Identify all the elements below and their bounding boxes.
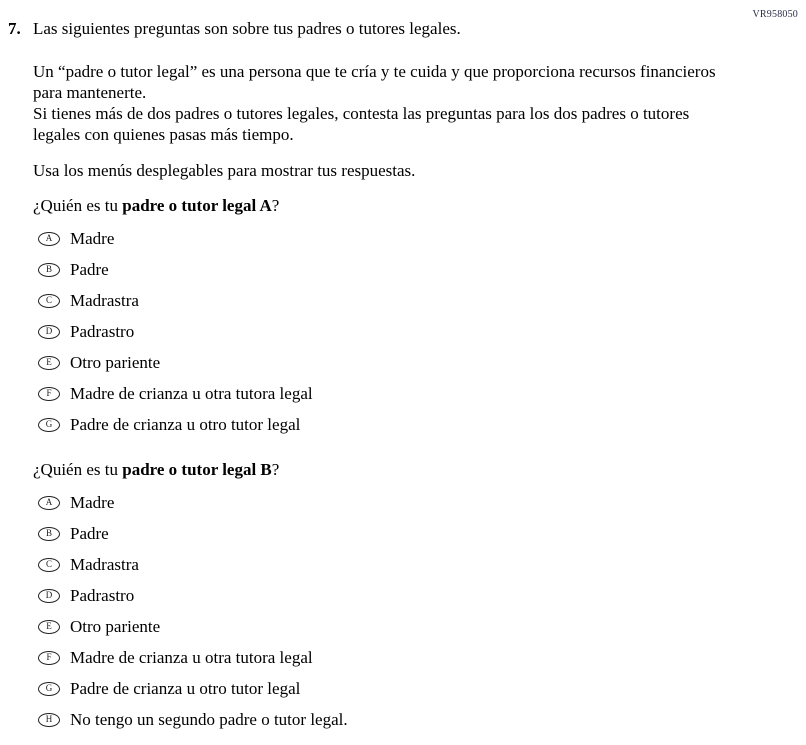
option-row[interactable]: [38, 384, 766, 403]
option-bubble[interactable]: B: [38, 527, 60, 541]
subquestion-b-options: [33, 493, 766, 729]
option-bubble[interactable]: C: [38, 294, 60, 308]
condition-text: Si tienes más de dos padres o tutores legales, contesta las preguntas para los dos padres o tutores legales con quienes pasas más tiempo.: [33, 104, 690, 144]
option-bubble[interactable]: F: [38, 651, 60, 665]
option-row[interactable]: [38, 679, 766, 698]
subquestion-b-heading: [33, 459, 766, 480]
option-bubble[interactable]: G: [38, 682, 60, 696]
option-label: Madrastra: [70, 555, 139, 574]
question-number: 7.: [8, 19, 21, 38]
option-row[interactable]: [38, 493, 766, 512]
option-row[interactable]: [38, 415, 766, 434]
option-row[interactable]: [38, 291, 766, 310]
option-label: Madre de crianza u otra tutora legal: [70, 384, 313, 403]
option-bubble[interactable]: E: [38, 620, 60, 634]
option-row[interactable]: [38, 524, 766, 543]
option-row[interactable]: [38, 648, 766, 667]
definition-paragraph: [33, 61, 731, 145]
option-row[interactable]: [38, 322, 766, 341]
option-bubble[interactable]: A: [38, 496, 60, 510]
option-row[interactable]: [38, 260, 766, 279]
option-bubble[interactable]: A: [38, 232, 60, 246]
option-bubble[interactable]: E: [38, 356, 60, 370]
option-row[interactable]: [38, 617, 766, 636]
subquestion-b-prefix: ¿Quién es tu: [33, 460, 123, 479]
form-code: VR958050: [752, 9, 798, 20]
subquestion-a-heading: [33, 195, 766, 216]
option-label: Padre: [70, 524, 109, 543]
option-bubble[interactable]: G: [38, 418, 60, 432]
subquestion-a-options: [33, 229, 766, 434]
definition-text: Un “padre o tutor legal” es una persona que te cría y te cuida y que proporciona recursos financieros para mantenerte.: [33, 62, 716, 102]
option-row[interactable]: [38, 353, 766, 372]
subquestion-a-prefix: ¿Quién es tu: [33, 196, 123, 215]
option-label: Padre: [70, 260, 109, 279]
subquestion-b-bold: padre o tutor legal B: [122, 460, 272, 479]
option-row[interactable]: [38, 229, 766, 248]
option-label: Padrastro: [70, 322, 135, 341]
subquestion-a-suffix: ?: [271, 196, 280, 215]
option-bubble[interactable]: F: [38, 387, 60, 401]
option-row[interactable]: [38, 586, 766, 605]
option-label: Madre de crianza u otra tutora legal: [70, 648, 313, 667]
option-bubble[interactable]: D: [38, 325, 60, 339]
option-label: Otro pariente: [70, 353, 161, 372]
subquestion-a-bold: padre o tutor legal A: [122, 196, 272, 215]
option-label: Padre de crianza u otro tutor legal: [70, 415, 301, 434]
option-label: Padre de crianza u otro tutor legal: [70, 679, 301, 698]
option-label: Otro pariente: [70, 617, 161, 636]
option-label: No tengo un segundo padre o tutor legal.: [70, 710, 348, 729]
option-bubble[interactable]: D: [38, 589, 60, 603]
option-row[interactable]: [38, 710, 766, 729]
option-label: Madrastra: [70, 291, 139, 310]
option-label: Padrastro: [70, 586, 135, 605]
subquestion-b-suffix: ?: [271, 460, 280, 479]
option-bubble[interactable]: H: [38, 713, 60, 727]
option-row[interactable]: [38, 555, 766, 574]
question-stem: Las siguientes preguntas son sobre tus padres o tutores legales.: [33, 19, 461, 38]
option-label: Madre: [70, 493, 115, 512]
option-bubble[interactable]: C: [38, 558, 60, 572]
instruction-text: Usa los menús desplegables para mostrar tus respuestas.: [33, 161, 416, 180]
option-label: Madre: [70, 229, 115, 248]
option-bubble[interactable]: B: [38, 263, 60, 277]
